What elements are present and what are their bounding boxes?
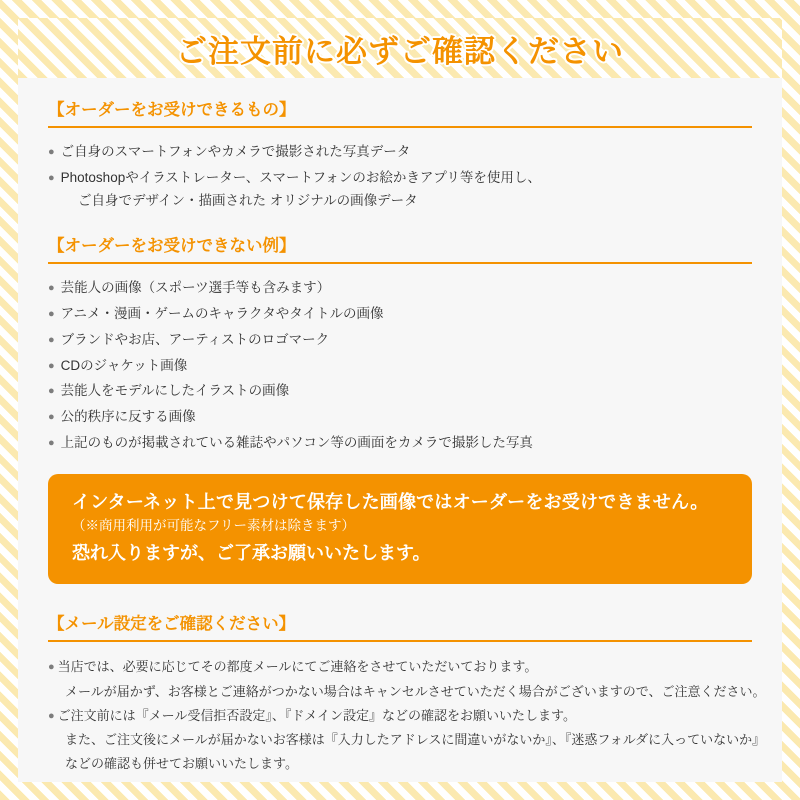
list-item <box>48 407 752 428</box>
list-item-text: CDのジャケット画像 <box>60 357 188 373</box>
bullet-icon: ● <box>48 661 55 674</box>
callout-closing-text: 恐れ入りますが、ご了承お願いいたします。 <box>72 543 431 564</box>
warning-callout <box>48 474 752 584</box>
notice-card <box>18 18 782 782</box>
list-item <box>48 304 752 325</box>
list-item <box>48 433 752 454</box>
mail-settings-section <box>48 610 766 774</box>
bullet-icon: ● <box>48 307 55 320</box>
callout-primary-text: インターネット上で見つけて保存した画像ではオーダーをお受けできません。 <box>72 492 709 513</box>
list-item <box>48 142 752 163</box>
list-item-text: アニメ・漫画・ゲームのキャラクタやタイトルの画像 <box>60 305 384 321</box>
list-item <box>48 656 766 702</box>
unacceptable-list <box>48 278 752 454</box>
bullet-icon: ● <box>48 359 55 372</box>
list-item-text: ご自身のスマートフォンやカメラで撮影された写真データ <box>60 144 411 159</box>
list-item-continuation: メールが届かず、お客様とご連絡がつかない場合はキャンセルさせていただく場合がございますので、ご注意ください。 <box>65 683 766 699</box>
notice-content <box>18 78 782 782</box>
list-item-text: 上記のものが掲載されている雑誌やパソコン等の画面をカメラで撮影した写真 <box>60 435 533 451</box>
mail-settings-list <box>48 656 766 774</box>
list-item <box>48 330 752 351</box>
bullet-icon: ● <box>48 411 55 424</box>
list-item-text: 公的秩序に反する画像 <box>60 409 196 425</box>
section-heading-unacceptable: 【オーダーをお受けできない例】 <box>48 232 752 264</box>
list-item-continuation: また、ご注文後にメールが届かないお客様は『入力したアドレスに間違いがないか』、『迷惑フォルダに入っていないか』 <box>65 731 766 747</box>
list-item-text: ブランドやお店、アーティストのロゴマーク <box>60 331 330 347</box>
list-item-text: ご注文前には『メール受信拒否設定』、『ドメイン設定』などの確認をお願いいたします。 <box>57 707 576 723</box>
list-item <box>48 705 766 775</box>
list-item-continuation-2: などの確認も併せてお願いいたします。 <box>65 755 298 771</box>
callout-note-text: （※商用利用が可能なフリー素材は除きます） <box>72 518 355 534</box>
bullet-icon: ● <box>48 709 55 722</box>
page-header <box>18 18 782 78</box>
list-item-text: 芸能人の画像（スポーツ選手等も含みます） <box>60 279 331 295</box>
bullet-icon: ● <box>48 281 55 294</box>
bullet-icon: ● <box>48 437 55 450</box>
list-item <box>48 381 752 402</box>
page-title: ご注文前に必ずご確認ください <box>176 33 624 69</box>
bullet-icon: ● <box>48 146 55 158</box>
list-item <box>48 168 752 212</box>
list-item-continuation: ご自身でデザイン・描画された オリジナルの画像データ <box>78 192 418 208</box>
list-item <box>48 278 752 299</box>
list-item-text: Photoshopやイラストレーター、スマートフォンのお絵かきアプリ等を使用し、 <box>60 169 541 185</box>
list-item <box>48 356 752 377</box>
bullet-icon: ● <box>48 171 55 184</box>
bullet-icon: ● <box>48 333 55 346</box>
list-item-text: 当店では、必要に応じてその都度メールにてご連絡をさせていただいております。 <box>57 659 538 675</box>
section-heading-acceptable: 【オーダーをお受けできるもの】 <box>48 96 752 128</box>
list-item-text: 芸能人をモデルにしたイラストの画像 <box>60 383 290 399</box>
section-heading-mail: 【メール設定をご確認ください】 <box>48 610 752 642</box>
acceptable-list <box>48 142 752 212</box>
bullet-icon: ● <box>48 385 55 398</box>
